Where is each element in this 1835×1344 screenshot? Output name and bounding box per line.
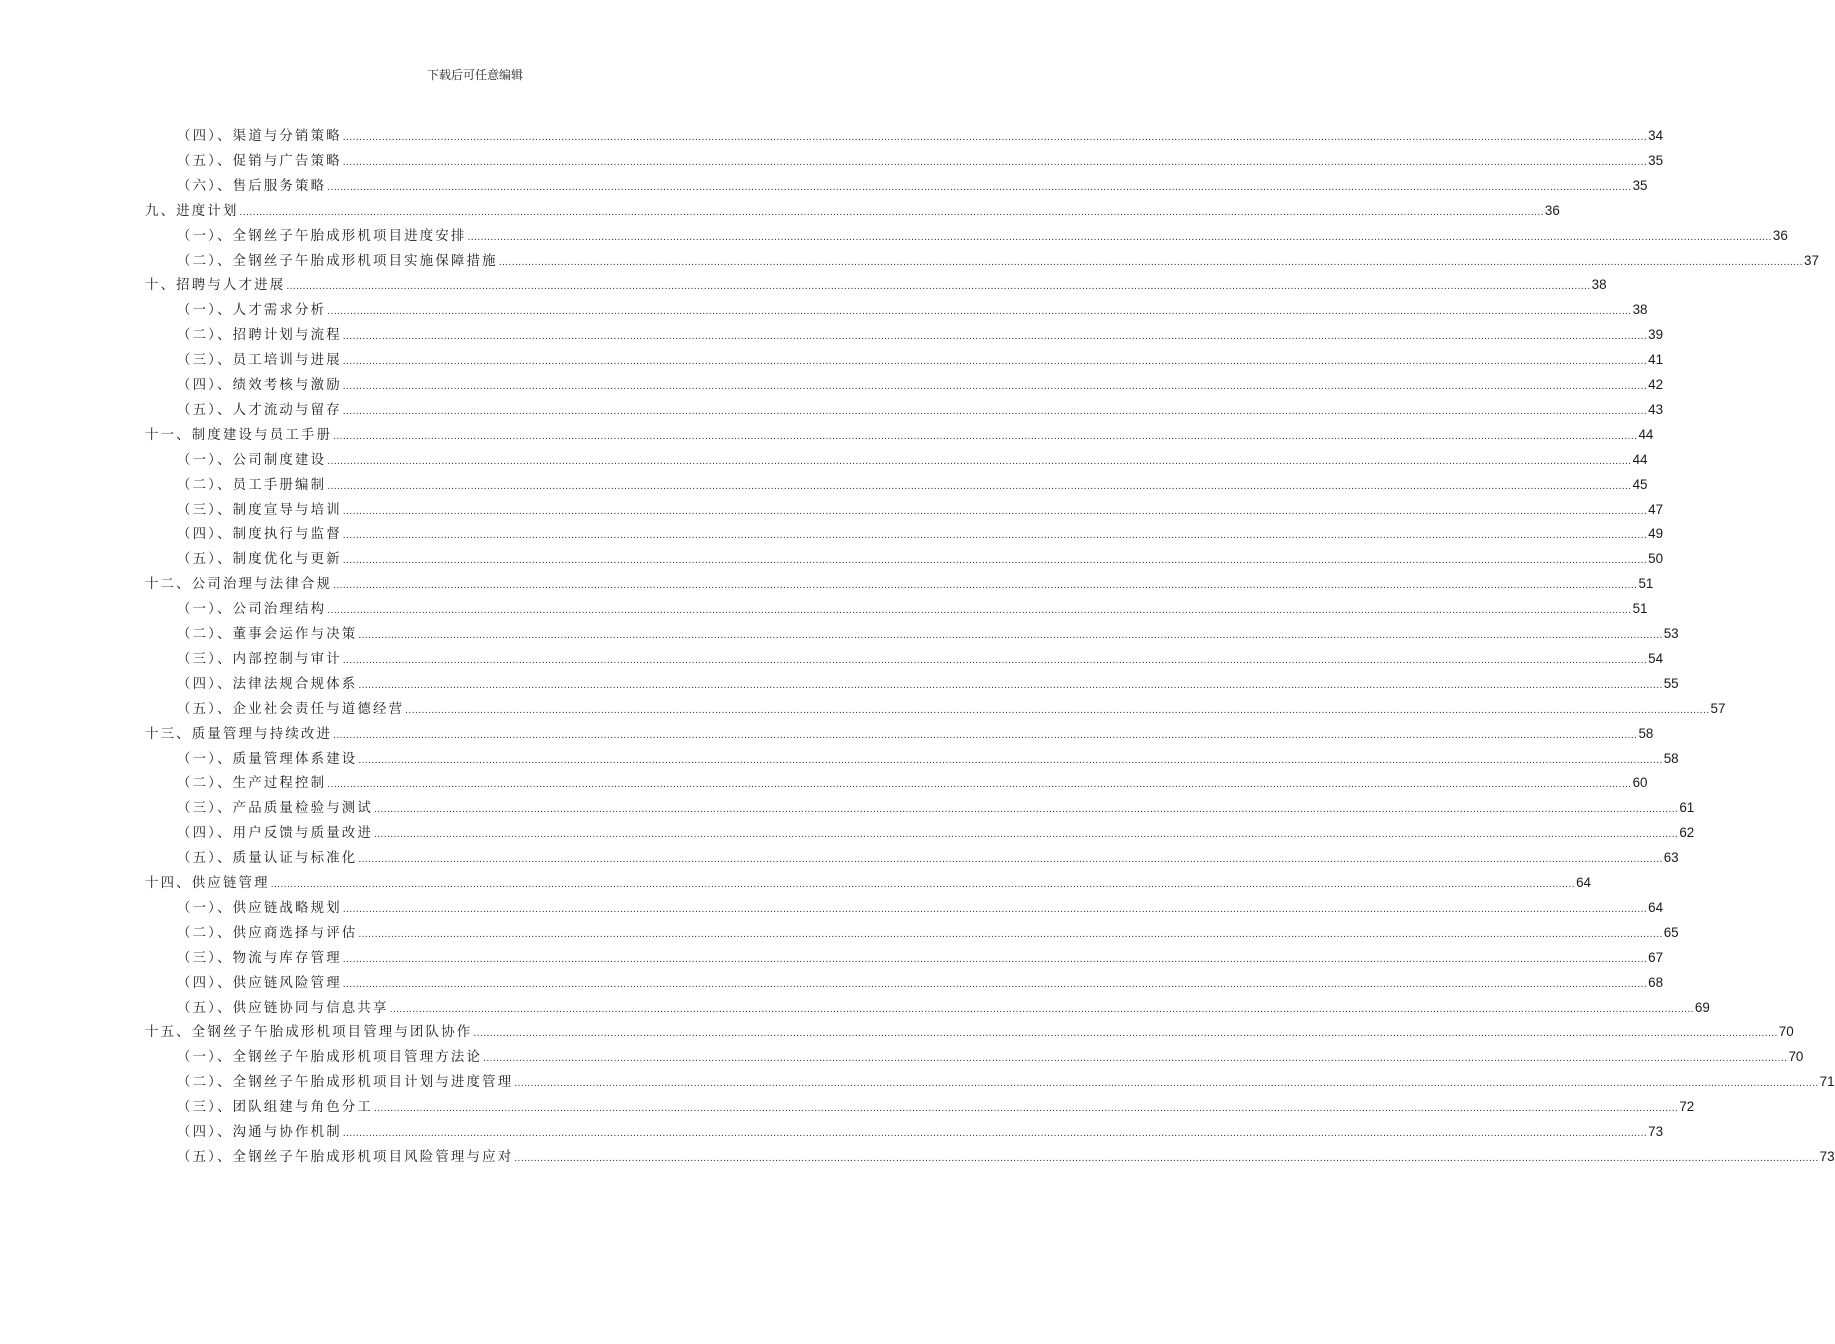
toc-entry-title: （五）、全钢丝子午胎成形机项目风险管理与应对: [177, 1149, 514, 1165]
toc-entry-page-number: 69: [1694, 999, 1710, 1015]
toc-dot-leader: ................................................................................................................................................................................................................................................................................................................................................................................................................: [342, 506, 1648, 517]
toc-entry-page-number: 73: [1648, 1124, 1664, 1139]
toc-dot-leader: ................................................................................................................................................................................................................................................................................................................................................................................................................: [286, 282, 1591, 293]
toc-dot-leader: ................................................................................................................................................................................................................................................................................................................................................................................................................: [483, 1054, 1788, 1065]
toc-entry-title: （四）、用户反馈与质量改进: [177, 826, 373, 842]
toc-entry[interactable]: [0, 373, 1664, 398]
toc-entry-title: （二）、员工手册编制: [177, 477, 327, 493]
toc-dot-leader: ................................................................................................................................................................................................................................................................................................................................................................................................................: [389, 1004, 1694, 1015]
toc-entry[interactable]: [0, 971, 1664, 996]
toc-entry[interactable]: [0, 273, 1607, 298]
toc-entry-page-number: 70: [1788, 1049, 1804, 1065]
toc-entry-page-number: 65: [1663, 924, 1679, 940]
toc-entry-page-number: 50: [1648, 551, 1664, 567]
toc-entry[interactable]: [0, 747, 1679, 772]
toc-entry-page-number: 67: [1648, 949, 1664, 965]
toc-entry[interactable]: [0, 522, 1664, 547]
toc-entry[interactable]: [0, 672, 1679, 697]
toc-entry-page-number: 47: [1648, 501, 1664, 517]
toc-entry[interactable]: [0, 1045, 1804, 1070]
toc-entry[interactable]: [0, 1095, 1695, 1120]
toc-dot-leader: ................................................................................................................................................................................................................................................................................................................................................................................................................: [333, 431, 1638, 442]
toc-dot-leader: ................................................................................................................................................................................................................................................................................................................................................................................................................: [373, 830, 1679, 841]
toc-entry-title: （三）、物流与库存管理: [177, 950, 342, 966]
toc-dot-leader: ................................................................................................................................................................................................................................................................................................................................................................................................................: [473, 1029, 1778, 1040]
toc-entry-page-number: 39: [1648, 327, 1664, 343]
toc-entry-title: （五）、人才流动与留存: [177, 402, 342, 418]
toc-entry-page-number: 71: [1819, 1074, 1835, 1090]
page-header: 下载后可任意编辑: [426, 68, 523, 82]
toc-dot-leader: ................................................................................................................................................................................................................................................................................................................................................................................................................: [514, 1153, 1819, 1164]
toc-entry[interactable]: [0, 871, 1591, 896]
toc-entry-title: 十四、供应链管理: [145, 876, 270, 891]
toc-dot-leader: ................................................................................................................................................................................................................................................................................................................................................................................................................: [342, 133, 1648, 143]
toc-entry[interactable]: [0, 448, 1648, 473]
toc-entry-title: （一）、全钢丝子午胎成形机项目进度安排: [177, 228, 467, 244]
toc-entry-title: （二）、全钢丝子午胎成形机项目实施保障措施: [177, 253, 498, 269]
toc-entry[interactable]: [0, 249, 1819, 274]
toc-entry[interactable]: [0, 298, 1648, 323]
toc-dot-leader: ................................................................................................................................................................................................................................................................................................................................................................................................................: [358, 631, 1663, 641]
toc-entry[interactable]: [0, 622, 1679, 647]
toc-dot-leader: ................................................................................................................................................................................................................................................................................................................................................................................................................: [342, 655, 1648, 666]
toc-dot-leader: ................................................................................................................................................................................................................................................................................................................................................................................................................: [327, 780, 1632, 791]
toc-entry-page-number: 43: [1648, 401, 1664, 417]
toc-entry-page-number: 35: [1632, 177, 1648, 193]
toc-dot-leader: ................................................................................................................................................................................................................................................................................................................................................................................................................: [327, 606, 1632, 617]
toc-entry-title: 十一、制度建设与员工手册: [145, 427, 333, 443]
toc-dot-leader: ................................................................................................................................................................................................................................................................................................................................................................................................................: [327, 307, 1632, 318]
toc-entry[interactable]: [0, 946, 1664, 971]
toc-entry-title: （一）、人才需求分析: [177, 303, 327, 319]
toc-dot-leader: ................................................................................................................................................................................................................................................................................................................................................................................................................: [333, 581, 1638, 592]
toc-dot-leader: ................................................................................................................................................................................................................................................................................................................................................................................................................: [358, 855, 1663, 866]
toc-entry-page-number: 35: [1648, 152, 1664, 168]
toc-entry[interactable]: [0, 921, 1679, 946]
toc-entry-page-number: 72: [1679, 1099, 1695, 1115]
toc-entry-page-number: 36: [1772, 227, 1788, 243]
toc-entry-page-number: 60: [1632, 775, 1648, 791]
toc-entry[interactable]: [0, 149, 1664, 174]
toc-entry-title: （二）、全钢丝子午胎成形机项目计划与进度管理: [177, 1075, 514, 1091]
toc-entry-title: （三）、产品质量检验与测试: [177, 801, 373, 817]
toc-entry-page-number: 58: [1663, 750, 1679, 766]
toc-entry[interactable]: [0, 174, 1648, 199]
toc-entry-page-number: 63: [1663, 850, 1679, 866]
toc-entry-title: 十、招聘与人才进展: [145, 278, 286, 294]
toc-entry-page-number: 68: [1648, 974, 1664, 990]
toc-dot-leader: ................................................................................................................................................................................................................................................................................................................................................................................................................: [405, 705, 1710, 716]
toc-entry[interactable]: [0, 323, 1664, 348]
toc-entry-page-number: 49: [1648, 526, 1664, 542]
toc-entry-title: （五）、制度优化与更新: [177, 552, 342, 568]
toc-dot-leader: ................................................................................................................................................................................................................................................................................................................................................................................................................: [373, 805, 1679, 816]
toc-entry-title: （四）、渠道与分销策略: [177, 129, 342, 144]
toc-entry[interactable]: [0, 498, 1664, 523]
toc-entry[interactable]: [0, 1120, 1664, 1145]
toc-entry-title: （四）、绩效考核与激励: [177, 378, 342, 393]
toc-dot-leader: ................................................................................................................................................................................................................................................................................................................................................................................................................: [342, 979, 1648, 990]
toc-entry-title: （四）、供应链风险管理: [177, 975, 342, 991]
toc-entry-title: （一）、供应链战略规划: [177, 900, 342, 916]
toc-entry-page-number: 38: [1591, 277, 1607, 293]
toc-entry[interactable]: [0, 1145, 1835, 1170]
toc-entry-page-number: 45: [1632, 476, 1648, 492]
toc-dot-leader: ................................................................................................................................................................................................................................................................................................................................................................................................................: [342, 332, 1648, 343]
toc-entry[interactable]: [0, 124, 1664, 149]
toc-entry[interactable]: [0, 224, 1788, 249]
toc-entry[interactable]: [0, 1070, 1835, 1095]
toc-entry-title: （二）、董事会运作与决策: [177, 627, 358, 642]
toc-entry-page-number: 44: [1632, 451, 1648, 467]
toc-dot-leader: ................................................................................................................................................................................................................................................................................................................................................................................................................: [342, 531, 1648, 542]
toc-entry[interactable]: [0, 821, 1695, 846]
toc-entry-page-number: 36: [1544, 202, 1560, 218]
toc-entry-page-number: 42: [1648, 377, 1664, 392]
toc-entry-title: （三）、内部控制与审计: [177, 651, 342, 667]
toc-entry-page-number: 70: [1778, 1024, 1794, 1040]
toc-entry-page-number: 53: [1663, 626, 1679, 641]
toc-entry[interactable]: [0, 423, 1654, 448]
toc-dot-leader: ................................................................................................................................................................................................................................................................................................................................................................................................................: [342, 406, 1648, 417]
toc-entry-title: （三）、制度宣导与培训: [177, 502, 342, 518]
toc-dot-leader: ................................................................................................................................................................................................................................................................................................................................................................................................................: [342, 1129, 1648, 1139]
toc-entry-title: （五）、供应链协同与信息共享: [177, 1000, 389, 1016]
toc-entry-page-number: 34: [1648, 128, 1664, 143]
toc-entry[interactable]: [0, 996, 1710, 1021]
toc-dot-leader: ................................................................................................................................................................................................................................................................................................................................................................................................................: [327, 456, 1632, 467]
toc-entry[interactable]: [0, 572, 1654, 597]
toc-entry-title: （一）、质量管理体系建设: [177, 751, 358, 767]
toc-entry-page-number: 57: [1710, 700, 1726, 716]
toc-entry-title: （四）、沟通与协作机制: [177, 1125, 342, 1140]
toc-dot-leader: ................................................................................................................................................................................................................................................................................................................................................................................................................: [373, 1104, 1679, 1115]
toc-entry-page-number: 44: [1638, 426, 1654, 442]
toc-dot-leader: ................................................................................................................................................................................................................................................................................................................................................................................................................: [342, 157, 1648, 168]
toc-entry-title: 十三、质量管理与持续改进: [145, 726, 333, 742]
toc-entry-page-number: 61: [1679, 800, 1695, 816]
toc-entry[interactable]: [0, 771, 1648, 796]
toc-entry[interactable]: [0, 348, 1664, 373]
toc-dot-leader: ................................................................................................................................................................................................................................................................................................................................................................................................................: [342, 556, 1648, 567]
toc-dot-leader: ................................................................................................................................................................................................................................................................................................................................................................................................................: [327, 481, 1632, 492]
toc-entry-page-number: 38: [1632, 302, 1648, 318]
toc-entry-title: （三）、员工培训与进展: [177, 353, 342, 369]
toc-entry-title: （一）、全钢丝子午胎成形机项目管理方法论: [177, 1050, 483, 1066]
toc-dot-leader: ................................................................................................................................................................................................................................................................................................................................................................................................................: [358, 680, 1663, 691]
toc-entry-page-number: 64: [1576, 875, 1591, 890]
toc-entry-page-number: 73: [1819, 1148, 1835, 1164]
toc-entry[interactable]: [0, 796, 1695, 821]
toc-entry-page-number: 64: [1648, 899, 1664, 915]
toc-entry-page-number: 62: [1679, 825, 1695, 841]
toc-entry-title: （一）、公司治理结构: [177, 602, 327, 618]
toc-dot-leader: ................................................................................................................................................................................................................................................................................................................................................................................................................: [358, 929, 1663, 940]
toc-entry-page-number: 41: [1648, 352, 1664, 368]
toc-entry[interactable]: [0, 722, 1654, 747]
toc-entry[interactable]: [0, 697, 1726, 722]
toc-entry-page-number: 51: [1638, 576, 1654, 592]
toc-entry[interactable]: [0, 647, 1664, 672]
toc-entry-title: 十二、公司治理与法律合规: [145, 577, 333, 593]
toc-entry-page-number: 37: [1804, 252, 1819, 268]
toc-entry-page-number: 55: [1663, 675, 1679, 691]
toc-dot-leader: ................................................................................................................................................................................................................................................................................................................................................................................................................: [270, 880, 1576, 890]
toc-entry-title: （五）、促销与广告策略: [177, 153, 342, 169]
toc-entry-title: （二）、生产过程控制: [177, 776, 327, 792]
toc-entry-title: （六）、售后服务策略: [177, 178, 327, 194]
toc-entry-title: （一）、公司制度建设: [177, 452, 327, 468]
toc-dot-leader: ................................................................................................................................................................................................................................................................................................................................................................................................................: [342, 357, 1648, 368]
toc-entry-title: （四）、制度执行与监督: [177, 527, 342, 543]
toc-entry-title: （二）、供应商选择与评估: [177, 925, 358, 941]
toc-entry-title: （三）、团队组建与角色分工: [177, 1100, 373, 1116]
toc-entry-title: （五）、企业社会责任与道德经营: [177, 701, 405, 717]
toc-dot-leader: ................................................................................................................................................................................................................................................................................................................................................................................................................: [467, 232, 1772, 243]
toc-entry-title: （四）、法律法规合规体系: [177, 676, 358, 692]
toc-entry[interactable]: [0, 398, 1664, 423]
toc-dot-leader: ................................................................................................................................................................................................................................................................................................................................................................................................................: [327, 182, 1632, 193]
toc-entry-title: （五）、质量认证与标准化: [177, 851, 358, 867]
toc-entry[interactable]: [0, 846, 1679, 871]
toc-dot-leader: ................................................................................................................................................................................................................................................................................................................................................................................................................: [342, 382, 1648, 392]
toc-entry-page-number: 58: [1638, 725, 1654, 741]
toc-dot-leader: ................................................................................................................................................................................................................................................................................................................................................................................................................: [358, 755, 1663, 766]
toc-entry[interactable]: [0, 896, 1664, 921]
toc-entry-page-number: 54: [1648, 650, 1664, 666]
toc-dot-leader: ................................................................................................................................................................................................................................................................................................................................................................................................................: [333, 730, 1638, 741]
toc-entry-title: （二）、招聘计划与流程: [177, 328, 342, 344]
toc-entry[interactable]: [0, 597, 1648, 622]
toc-dot-leader: ................................................................................................................................................................................................................................................................................................................................................................................................................: [342, 954, 1648, 965]
toc-entry[interactable]: [0, 473, 1648, 498]
toc-dot-leader: ................................................................................................................................................................................................................................................................................................................................................................................................................: [498, 257, 1804, 268]
toc-entry[interactable]: [0, 1020, 1794, 1045]
toc-entry-title: 九、进度计划: [145, 203, 239, 219]
toc-entry-title: 十五、全钢丝子午胎成形机项目管理与团队协作: [145, 1025, 473, 1041]
toc-entry-page-number: 51: [1632, 601, 1648, 617]
toc-entry[interactable]: [0, 547, 1664, 572]
toc-dot-leader: ................................................................................................................................................................................................................................................................................................................................................................................................................: [239, 207, 1544, 218]
toc-entry[interactable]: [0, 199, 1560, 224]
toc-dot-leader: ................................................................................................................................................................................................................................................................................................................................................................................................................: [342, 904, 1648, 915]
toc-dot-leader: ................................................................................................................................................................................................................................................................................................................................................................................................................: [514, 1079, 1819, 1090]
